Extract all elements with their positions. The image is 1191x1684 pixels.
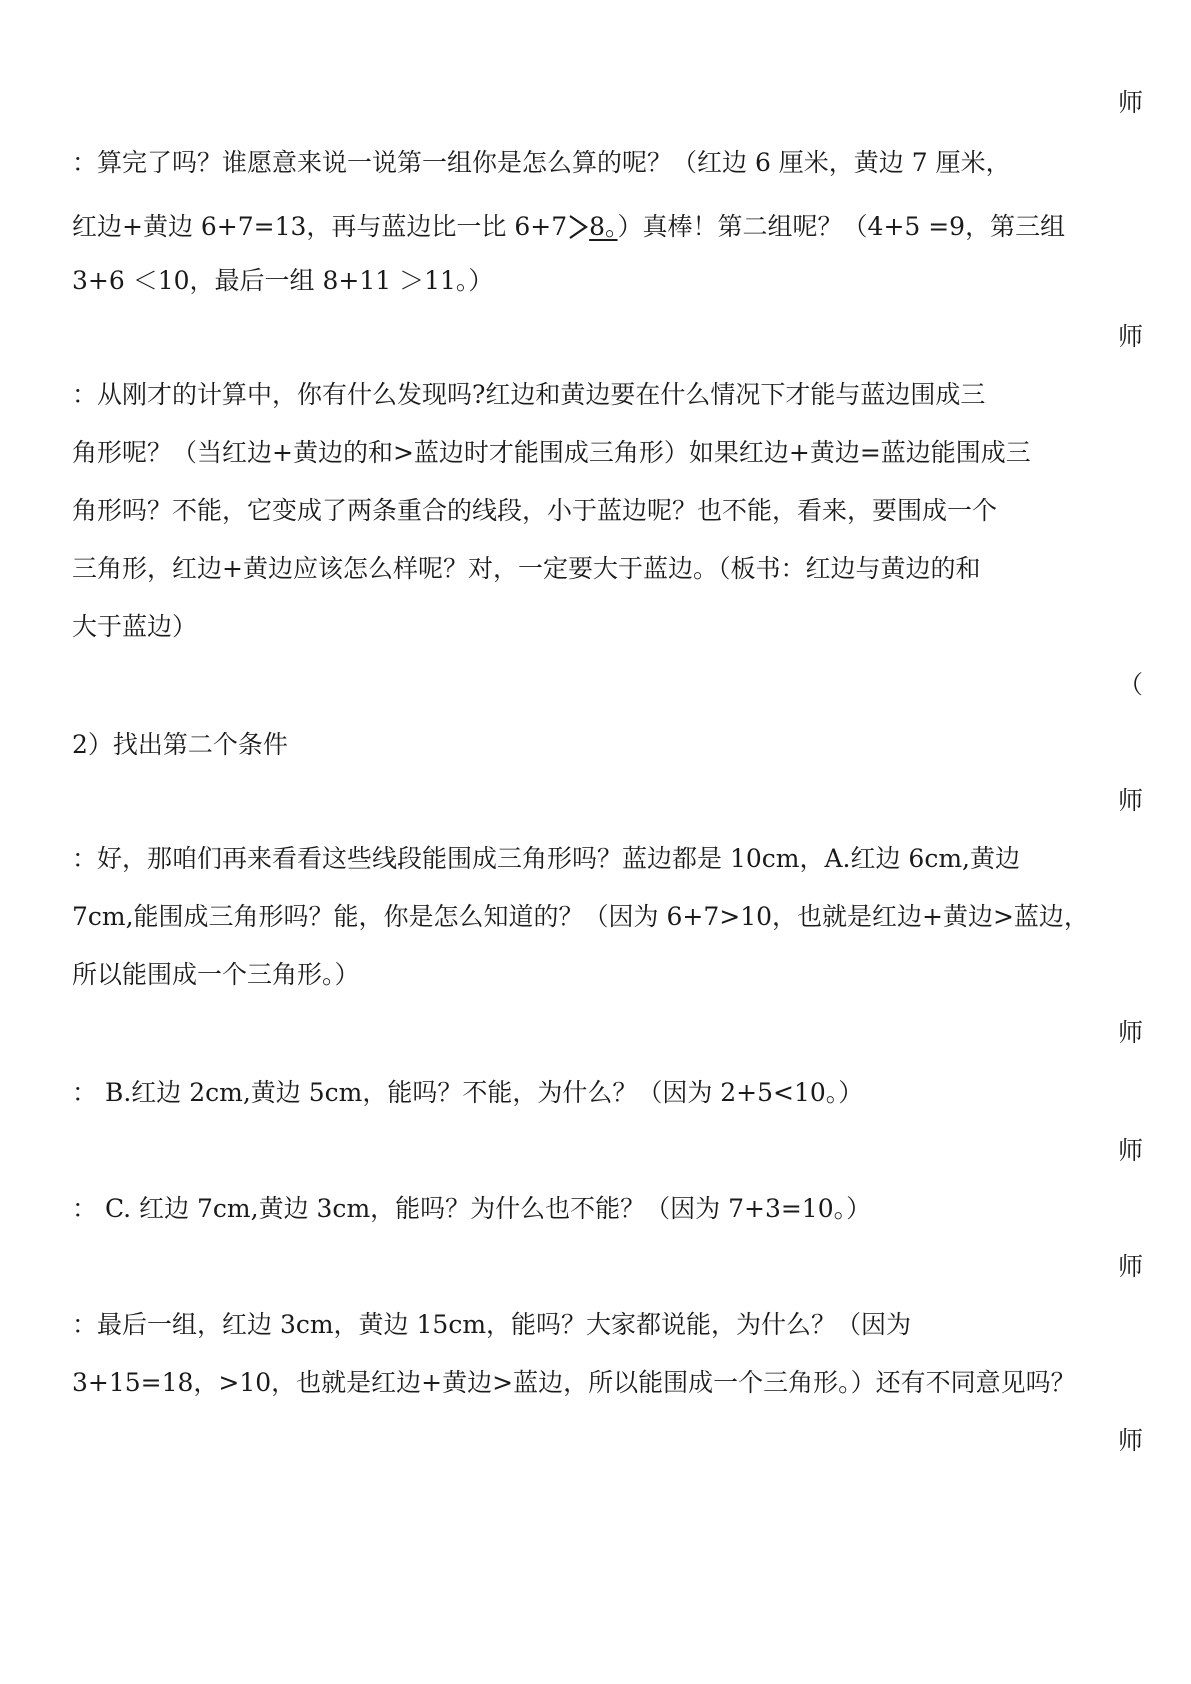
text-line: 所以能围成一个三角形。） [72, 960, 360, 989]
section-heading: 2）找出第二个条件 [72, 730, 288, 759]
text-line: ：好，那咱们再来看看这些线段能围成三角形吗？蓝边都是 10cm，A.红边 6cm,黄边 [72, 844, 1020, 873]
text-line: ：最后一组，红边 3cm，黄边 15cm，能吗？大家都说能，为什么？（因为 [72, 1310, 912, 1339]
text-line: ： C. 红边 7cm,黄边 3cm，能吗？为什么也不能？（因为 7+3=10。） [72, 1194, 872, 1223]
text-line: 3+6 ＜10，最后一组 8+11 ＞11。） [72, 266, 494, 295]
text-line: 3+15=18，>10，也就是红边+黄边>蓝边，所以能围成一个三角形。）还有不同意见吗？ [72, 1368, 1076, 1397]
text-segment: 红边+黄边 6+7=13，再与蓝边比一比 6+7 [72, 212, 568, 241]
paren-marker: （ [1117, 670, 1143, 699]
speaker-label: 师 [1117, 786, 1143, 815]
text-line: ：算完了吗？谁愿意来说一说第一组你是怎么算的呢？（红边 6 厘米，黄边 7 厘米， [72, 148, 1011, 177]
underlined-segment: 8。 [589, 212, 618, 241]
text-line: ： B.红边 2cm,黄边 5cm，能吗？不能，为什么？（因为 2+5<10。） [72, 1078, 864, 1107]
text-line-with-mark [72, 210, 1122, 244]
text-line: 角形呢？（当红边+黄边的和>蓝边时才能围成三角形）如果红边+黄边=蓝边能围成三 [72, 438, 1031, 467]
greater-than-handwritten-mark [567, 213, 589, 241]
text-line: 7cm,能围成三角形吗？能，你是怎么知道的？（因为 6+7>10，也就是红边+黄边>蓝边， [72, 902, 1089, 931]
text-line: 角形吗？不能，它变成了两条重合的线段，小于蓝边呢？也不能，看来，要围成一个 [72, 496, 998, 525]
text-line: 大于蓝边） [72, 612, 198, 641]
speaker-label: 师 [1117, 1426, 1143, 1455]
text-line: 三角形，红边+黄边应该怎么样呢？对，一定要大于蓝边。（板书：红边与黄边的和 [72, 554, 981, 583]
text-segment: ）真棒！第二组呢？（4+5 =9，第三组 [617, 212, 1066, 241]
speaker-label: 师 [1117, 1136, 1143, 1165]
speaker-label: 师 [1117, 88, 1143, 117]
speaker-label: 师 [1117, 1252, 1143, 1281]
text-line: ：从刚才的计算中，你有什么发现吗?红边和黄边要在什么情况下才能与蓝边围成三 [72, 380, 986, 409]
speaker-label: 师 [1117, 322, 1143, 351]
speaker-label: 师 [1117, 1018, 1143, 1047]
